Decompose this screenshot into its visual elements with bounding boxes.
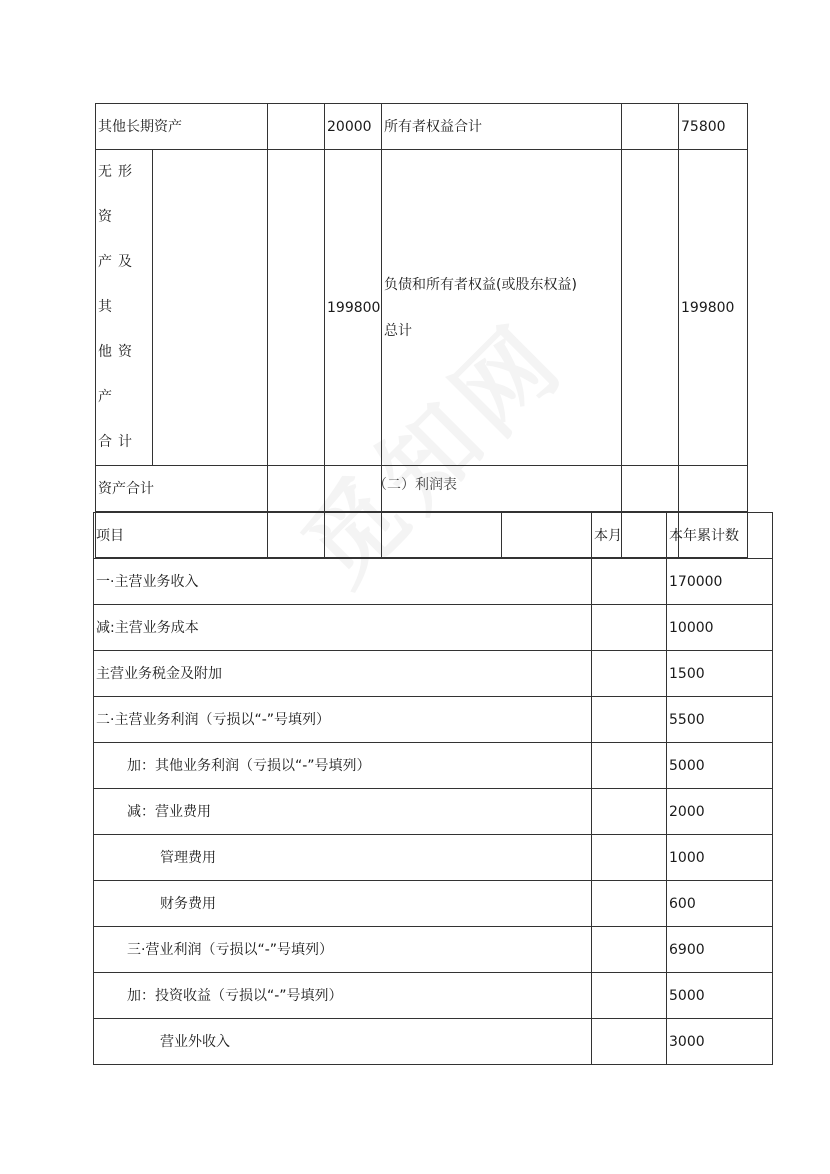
row-item: 减:主营业务成本 <box>94 605 592 651</box>
row-ytd: 600 <box>667 881 773 927</box>
table-row <box>94 973 773 1019</box>
asset-label: 资产合计 <box>96 466 268 512</box>
row-month <box>592 605 667 651</box>
table-row <box>94 927 773 973</box>
row-ytd: 5000 <box>667 973 773 1019</box>
equity-label: 负债和所有者权益(或股东权益) 总计 <box>382 150 622 466</box>
table-row <box>94 789 773 835</box>
row-month <box>592 835 667 881</box>
table-row <box>94 697 773 743</box>
header-ytd: 本年累计数 <box>667 513 773 559</box>
row-ytd: 5500 <box>667 697 773 743</box>
asset-beginning-cell <box>268 104 325 150</box>
row-ytd: 5000 <box>667 743 773 789</box>
equity-beginning-cell <box>622 150 679 466</box>
section-title: （二）利润表 <box>373 477 457 493</box>
asset-amount: 20000 <box>325 104 382 150</box>
row-item: 管理费用 <box>94 835 592 881</box>
row-ytd: 170000 <box>667 559 773 605</box>
table-row <box>94 881 773 927</box>
equity-amount: 199800 <box>679 150 748 466</box>
row-month <box>592 651 667 697</box>
income-statement-table <box>93 512 773 1065</box>
table-row <box>94 559 773 605</box>
row-item: 二·主营业务利润（亏损以“-”号填列） <box>94 697 592 743</box>
row-month <box>592 559 667 605</box>
row-ytd: 1000 <box>667 835 773 881</box>
table-row <box>94 605 773 651</box>
row-item: 加：投资收益（亏损以“-”号填列） <box>94 973 592 1019</box>
row-month <box>592 743 667 789</box>
equity-beginning-cell <box>622 104 679 150</box>
row-item: 主营业务税金及附加 <box>94 651 592 697</box>
row-ytd: 2000 <box>667 789 773 835</box>
balance-row <box>96 104 748 150</box>
table-row <box>94 743 773 789</box>
row-item: 加：其他业务利润（亏损以“-”号填列） <box>94 743 592 789</box>
header-month: 本月 <box>592 513 667 559</box>
equity-amount: 75800 <box>679 104 748 150</box>
row-month <box>592 927 667 973</box>
row-item: 财务费用 <box>94 881 592 927</box>
row-item: 减：营业费用 <box>94 789 592 835</box>
table-row <box>94 651 773 697</box>
asset-beginning-cell <box>268 150 325 466</box>
table-row <box>94 1019 773 1065</box>
row-month <box>592 881 667 927</box>
row-ytd: 6900 <box>667 927 773 973</box>
asset-label-vertical: 无形资 产及其 他资产 合计 <box>96 150 153 466</box>
asset-amount: 199800 <box>325 150 382 466</box>
header-item: 项目 <box>94 513 592 559</box>
row-item: 三·营业利润（亏损以“-”号填列） <box>94 927 592 973</box>
row-item: 一·主营业务收入 <box>94 559 592 605</box>
asset-sub-cell <box>153 150 268 466</box>
table-row <box>94 835 773 881</box>
asset-label: 其他长期资产 <box>96 104 268 150</box>
row-month <box>592 973 667 1019</box>
equity-label: 所有者权益合计 <box>382 104 622 150</box>
row-ytd: 3000 <box>667 1019 773 1065</box>
row-month <box>592 697 667 743</box>
row-month <box>592 1019 667 1065</box>
row-ytd: 10000 <box>667 605 773 651</box>
balance-row <box>96 150 748 466</box>
row-ytd: 1500 <box>667 651 773 697</box>
row-month <box>592 789 667 835</box>
header-row <box>94 513 773 559</box>
row-item: 营业外收入 <box>94 1019 592 1065</box>
